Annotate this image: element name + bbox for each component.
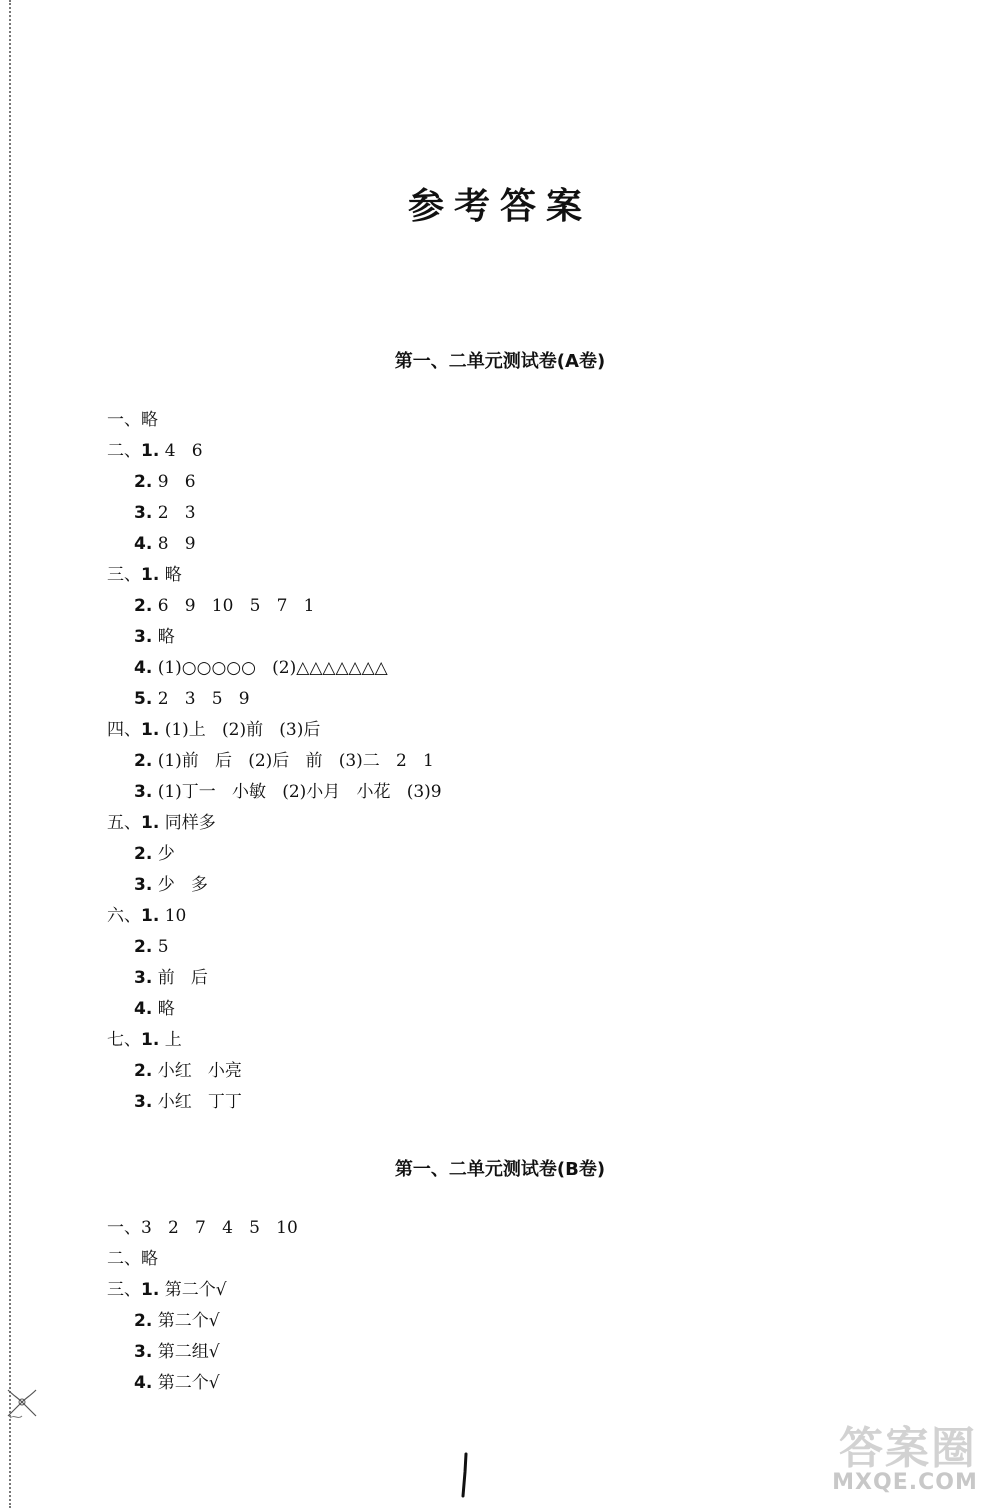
- question-number: 七、: [107, 1030, 141, 1050]
- answer-text: 小红 小亮: [152, 1061, 242, 1081]
- answer-text: 2 3: [152, 503, 196, 523]
- answer-text: 略: [159, 565, 182, 585]
- answer-text: (1)前 后 (2)后 前 (3)二 2 1: [152, 751, 434, 771]
- sub-question-number: 3.: [134, 782, 153, 802]
- answer-text: 略: [141, 410, 158, 430]
- section-heading-b: 第一、二单元测试卷(B卷): [394, 1159, 606, 1180]
- answer-row: [134, 1311, 220, 1331]
- answer-text: 第二组√: [152, 1342, 220, 1362]
- answer-text: 第二个√: [159, 1280, 227, 1300]
- question-number: 二、: [107, 441, 141, 461]
- sub-question-number: 1.: [141, 1280, 160, 1300]
- watermark-logo: 答案圈: [839, 1423, 977, 1474]
- sub-question-number: 4.: [134, 658, 153, 678]
- answer-text: 3 2 7 4 5 10: [141, 1218, 298, 1238]
- sub-question-number: 1.: [141, 906, 160, 926]
- answer-text: 8 9: [152, 534, 196, 554]
- answer-text: 第二个√: [152, 1311, 220, 1331]
- answer-text: 少: [152, 844, 175, 864]
- answer-row: [107, 1249, 158, 1269]
- answer-text: 上: [159, 1030, 182, 1050]
- sub-question-number: 2.: [134, 1061, 153, 1081]
- sub-question-number: 2.: [134, 751, 153, 771]
- sub-question-number: 5.: [134, 689, 153, 709]
- sub-question-number: 3.: [134, 1092, 153, 1112]
- answer-text: (1)上 (2)前 (3)后: [159, 720, 321, 740]
- sub-question-number: 3.: [134, 1342, 153, 1362]
- watermark: [820, 1412, 990, 1502]
- answer-row: [107, 1280, 227, 1300]
- question-number: 三、: [107, 1280, 141, 1300]
- answer-text: 略: [152, 627, 175, 647]
- page-title: 参考答案: [407, 185, 592, 227]
- question-number: 二、: [107, 1249, 141, 1269]
- decorative-flourish-icon: [4, 1382, 40, 1422]
- question-number: 四、: [107, 720, 141, 740]
- sub-question-number: 1.: [141, 1030, 160, 1050]
- question-number: 一、: [107, 1218, 141, 1238]
- question-number: 三、: [107, 565, 141, 585]
- watermark-url: MXQE.COM: [832, 1470, 978, 1495]
- section-heading-a: 第一、二单元测试卷(A卷): [394, 351, 606, 372]
- answer-text: 4 6: [159, 441, 203, 461]
- sub-question-number: 4.: [134, 1373, 153, 1393]
- answer-text: 略: [141, 1249, 158, 1269]
- answer-text: 略: [152, 999, 175, 1019]
- answer-text: 前 后: [152, 968, 208, 988]
- sub-question-number: 1.: [141, 720, 160, 740]
- sub-question-number: 2.: [134, 844, 153, 864]
- answer-text: 2 3 5 9: [152, 689, 250, 709]
- sub-question-number: 2.: [134, 937, 153, 957]
- sub-question-number: 1.: [141, 441, 160, 461]
- answer-text: 10: [159, 906, 187, 926]
- sub-question-number: 2.: [134, 596, 153, 616]
- sub-question-number: 3.: [134, 968, 153, 988]
- sub-question-number: 3.: [134, 627, 153, 647]
- answer-text: 5: [152, 937, 169, 957]
- answer-text: (1)丁一 小敏 (2)小月 小花 (3)9: [152, 782, 442, 802]
- sub-question-number: 2.: [134, 472, 153, 492]
- answer-row: [107, 1218, 298, 1238]
- page-number-mark: [454, 1452, 474, 1502]
- sub-question-number: 4.: [134, 534, 153, 554]
- answer-text: 同样多: [159, 813, 216, 833]
- sub-question-number: 2.: [134, 1311, 153, 1331]
- sub-question-number: 1.: [141, 813, 160, 833]
- sub-question-number: 1.: [141, 565, 160, 585]
- answer-row: [134, 1342, 220, 1362]
- sub-question-number: 3.: [134, 875, 153, 895]
- answer-text: 9 6: [152, 472, 196, 492]
- answer-text: 6 9 10 5 7 1: [152, 596, 315, 616]
- question-number: 六、: [107, 906, 141, 926]
- answer-text: 少 多: [152, 875, 208, 895]
- question-number: 五、: [107, 813, 141, 833]
- answer-text: (1)○○○○○ (2)△△△△△△△: [152, 658, 388, 678]
- answer-row: [134, 1373, 220, 1393]
- sub-question-number: 3.: [134, 503, 153, 523]
- answer-text: 第二个√: [152, 1373, 220, 1393]
- answer-text: 小红 丁丁: [152, 1092, 242, 1112]
- sub-question-number: 4.: [134, 999, 153, 1019]
- question-number: 一、: [107, 410, 141, 430]
